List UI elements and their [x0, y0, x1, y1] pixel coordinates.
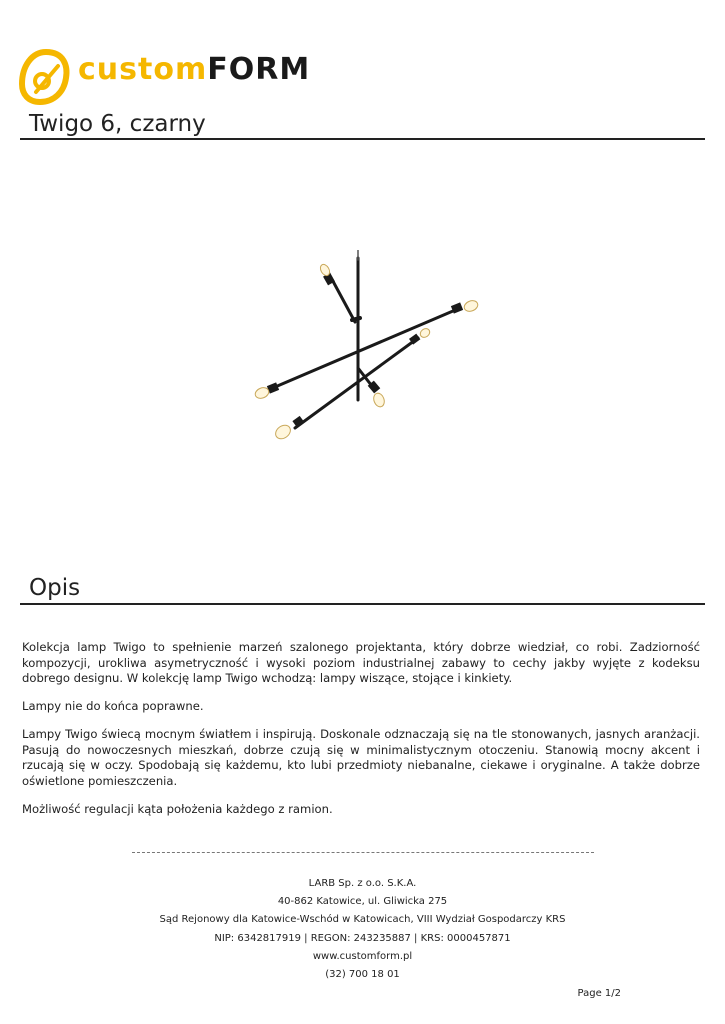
footer-company: LARB Sp. z o.o. S.K.A. — [308, 878, 417, 889]
section-divider — [20, 603, 705, 605]
footer-address: 40-862 Katowice, ul. Gliwicka 275 — [277, 896, 448, 908]
logo-icon — [18, 48, 74, 108]
description-body — [22, 640, 700, 830]
footer-ids: NIP: 6342817919 | REGON: 243235887 | KRS: 0000457871 — [214, 932, 511, 944]
product-title: Twigo 6, czarny — [29, 111, 206, 137]
description-paragraph: Kolekcja lamp Twigo to spełnienie marzeń szalonego projektanta, który dobrze wiedział, co robi. Zadziorność kompozycji, urokliwa asymetryczność i wysoki poziom industrialnej zabawy to cechy jakby wyjęte z kodeksu dobrego designu. W kolekcję lamp Twigo wchodzą: lampy wiszące, stojące i kinkiety. — [22, 640, 700, 685]
footer-divider — [132, 852, 594, 853]
footer-court: Sąd Rejonowy dla Katowice-Wschód w Katowicach, VIII Wydział Gospodarczy KRS — [159, 914, 566, 926]
description-paragraph: Lampy Twigo świecą mocnym światłem i inspirują. Doskonale odznaczają się na tle stonowanych, jasnych aranżacji. Pasują do nowoczesnych mieszkań, dobrze czują się w minimalistycznym otoczeniu. Stanowią mocny akcent i rzucają się w oczy. Spodobają się każdemu, kto lubi przedmioty niebanalne, ciekawe i oryginalne. A także dobrze oświetlone pomieszczenia. — [22, 727, 700, 788]
logo-wordmark: customFORM — [78, 52, 311, 87]
description-paragraph: Lampy nie do końca poprawne. — [22, 699, 204, 713]
footer-phone: (32) 700 18 01 — [325, 969, 400, 981]
section-title-description: Opis — [29, 575, 81, 601]
title-divider — [20, 138, 705, 140]
footer-website: www.customform.pl — [312, 950, 413, 962]
description-paragraph: Możliwość regulacji kąta położenia każdego z ramion. — [22, 801, 333, 816]
brand-logo — [18, 48, 311, 108]
product-image — [250, 250, 490, 450]
page-number: Page 1/2 — [577, 988, 621, 999]
footer — [0, 875, 725, 984]
